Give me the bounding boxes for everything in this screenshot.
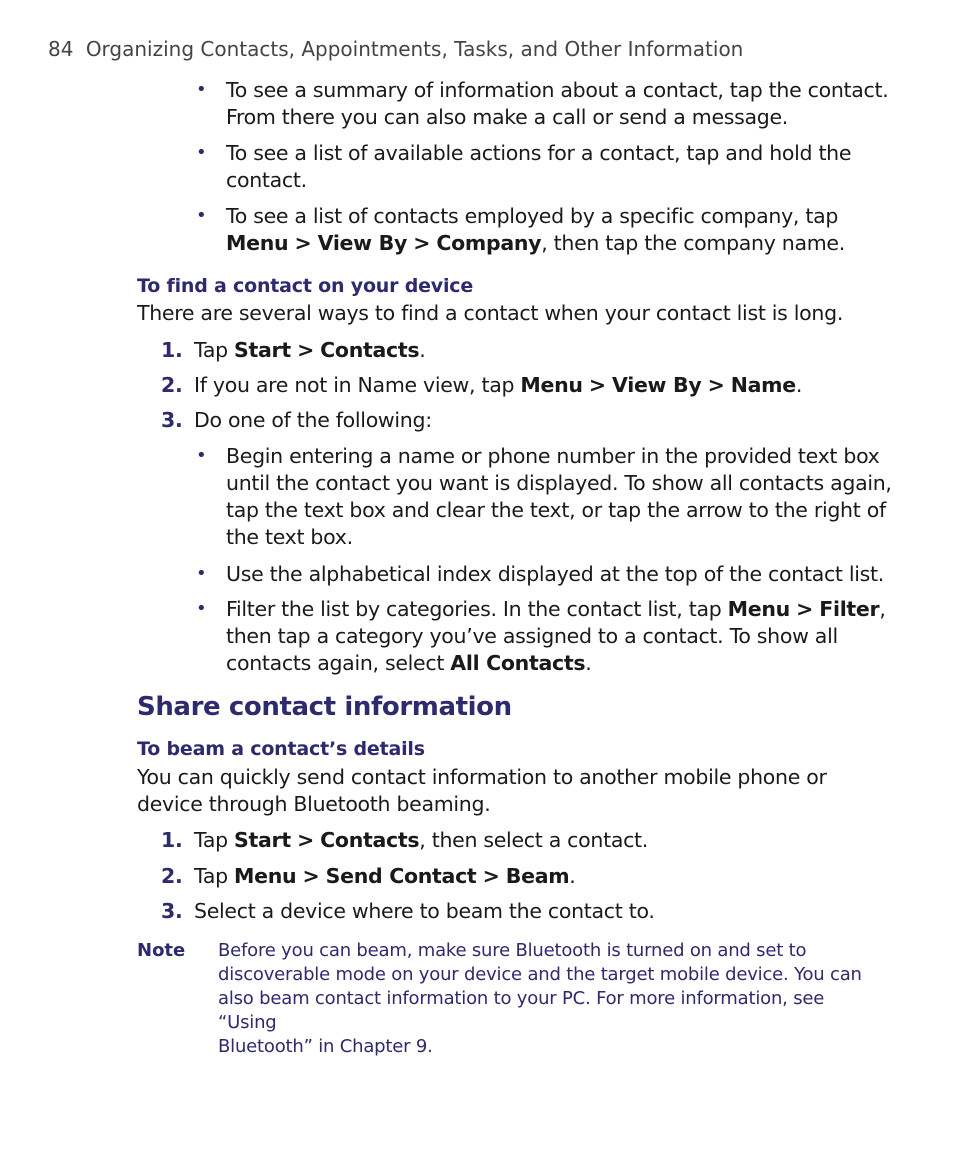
bullet-icon: • [196,205,207,226]
bullet-icon: • [196,598,207,619]
bullet-item: • Use the alphabetical index displayed at the top of the contact list. [196,562,885,586]
running-header [48,37,743,61]
bullet-item: • To see a summary of information about a contact, tap the contact. From there you can also make a call or send a message. [196,78,889,129]
step-number: 1. [161,828,183,852]
bullet-icon: • [196,142,207,163]
page-number: 84 [48,37,74,61]
note-label: Note [137,940,186,961]
step-item: 2. Tap Menu > Send Contact > Beam. [161,864,576,888]
step-item: 2. If you are not in Name view, tap Menu > View By > Name. [161,373,803,397]
step-number: 2. [161,373,183,397]
bullet-item: • To see a list of contacts employed by a specific company, tap Menu > View By > Company, then tap the company name. [196,204,845,255]
section-heading: Share contact information [137,692,512,722]
step-item: 1. Tap Start > Contacts, then select a contact. [161,828,649,852]
bullet-icon: • [196,79,207,100]
step-number: 1. [161,338,183,362]
procedure-intro: You can quickly send contact information to another mobile phone or device through Bluetooth beaming. [137,765,827,816]
procedure-title: To find a contact on your device [137,275,474,297]
step-number: 3. [161,899,183,923]
bullet-item: • Filter the list by categories. In the contact list, tap Menu > Filter, then tap a category you’ve assigned to a contact. To show all contacts again, select All Contacts. [196,597,886,675]
bullet-item: • To see a list of available actions for a contact, tap and hold the contact. [196,141,852,192]
procedure-intro: There are several ways to find a contact when your contact list is long. [137,301,844,325]
step-item: 1. Tap Start > Contacts. [161,338,426,362]
step-number: 3. [161,408,183,432]
bullet-icon: • [196,563,207,584]
step-item: 3. Do one of the following: [161,408,432,432]
procedure-title: To beam a contact’s details [137,738,425,760]
step-number: 2. [161,864,183,888]
bullet-item: • Begin entering a name or phone number in the provided text box until the contact you want is displayed. To show all contacts again, tap the text box and clear the text, or tap the arrow to the right of the text box. [196,444,892,549]
step-item: 3. Select a device where to beam the contact to. [161,899,655,923]
chapter-title: Organizing Contacts, Appointments, Tasks, and Other Information [85,37,744,61]
note-body: Before you can beam, make sure Bluetooth is turned on and set to discoverable mode on your device and the target mobile device. You can also beam contact information to your PC. For more information, see “Using Bluetooth” in Chapter 9. [218,940,862,1057]
bullet-icon: • [196,445,207,466]
